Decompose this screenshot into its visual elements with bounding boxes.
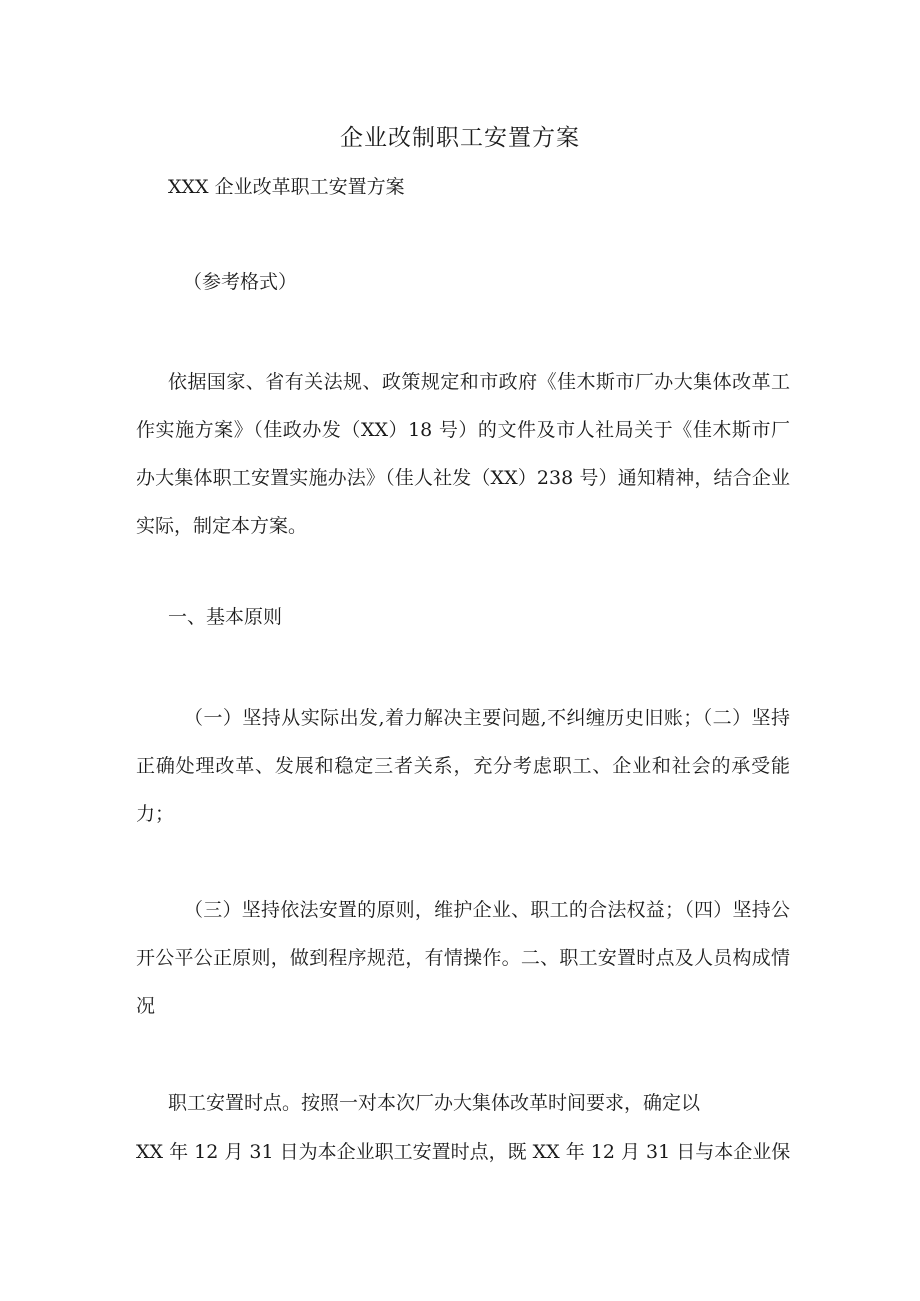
section-heading-basic-principles: 一、基本原则 <box>168 606 283 628</box>
principles-paragraph-2: （三）坚持依法安置的原则，维护企业、职工的合法权益；（四）坚持公开公平公正原则，做到程序规范，有情操作。二、职工安置时点及人员构成情况 <box>136 899 790 1017</box>
document-title: 企业改制职工安置方案 <box>340 125 580 151</box>
intro-paragraph: 依据国家、省有关法规、政策规定和市政府《佳木斯市厂办大集体改革工作实施方案》（佳政办发（XX）18 号）的文件及市人社局关于《佳木斯市厂办大集体职工安置实施办法》（佳人社发（XX）238 号）通知精神，结合企业实际，制定本方案。 <box>136 371 790 537</box>
principles-paragraph-1: （一）坚持从实际出发,着力解决主要问题,不纠缠历史旧账；（二）坚持正确处理改革、发展和稳定三者关系，充分考虑职工、企业和社会的承受能力； <box>136 707 790 825</box>
timepoint-line-2: XX 年 12 月 31 日为本企业职工安置时点，既 XX 年 12 月 31 日与本企业保 <box>136 1141 791 1163</box>
format-note: （参考格式） <box>183 271 298 293</box>
timepoint-line-1: 职工安置时点。按照一对本次厂办大集体改革时间要求，确定以 <box>168 1092 701 1114</box>
document-subtitle: XXX 企业改革职工安置方案 <box>168 176 405 198</box>
